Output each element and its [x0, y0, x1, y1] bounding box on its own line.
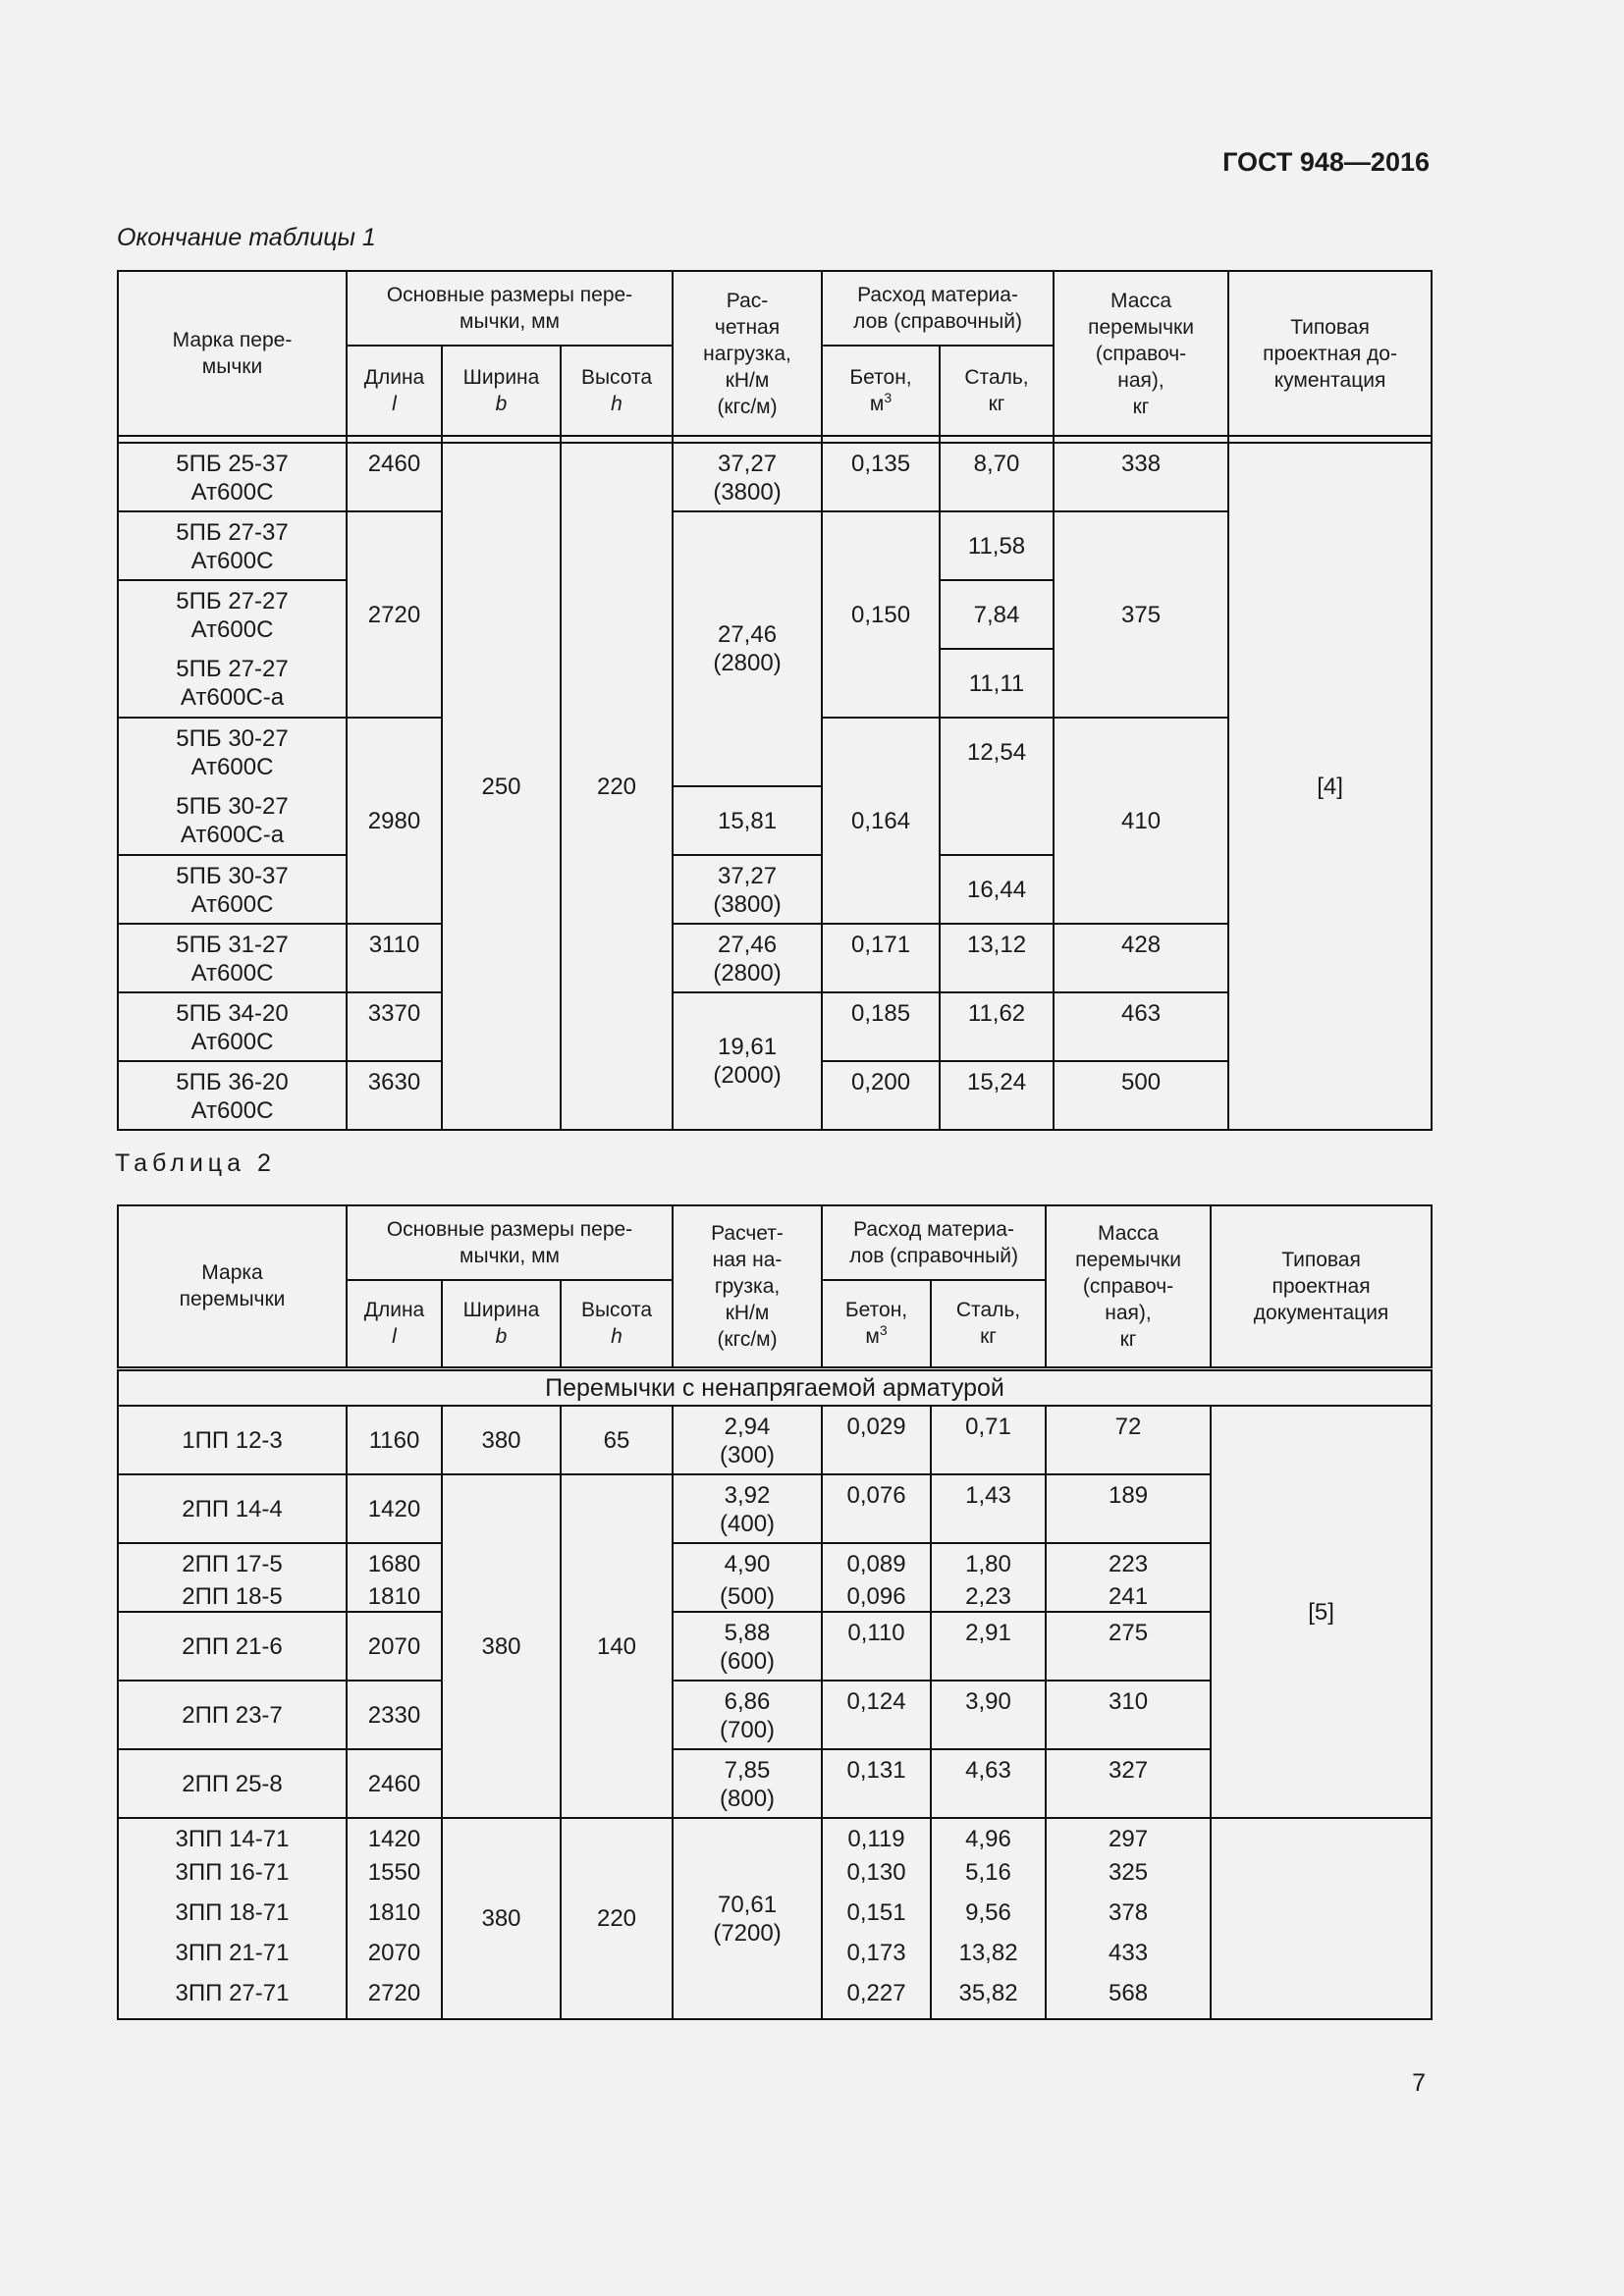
t2-load: 2,94 (300) [673, 1406, 822, 1474]
t1-steel: 12,54 [940, 718, 1054, 786]
t2-mass: 275 [1046, 1612, 1211, 1681]
t2-height: 220 [561, 1818, 673, 2019]
t2-concrete: 0,110 [822, 1612, 931, 1681]
t2-length: 1550 [347, 1858, 442, 1898]
t2-steel: 0,71 [931, 1406, 1046, 1474]
t2-length: 1680 [347, 1543, 442, 1582]
t2-concrete: 0,089 [822, 1543, 931, 1582]
t2-steel: 2,23 [931, 1582, 1046, 1612]
t1-mass: 375 [1054, 511, 1228, 718]
t1-header-materials: Расход материа- лов (справочный) [822, 271, 1054, 346]
t2-header-mass: Масса перемычки (справоч- ная), кг [1046, 1205, 1211, 1368]
t1-header-docs: Типовая проектная до- кументация [1228, 271, 1432, 436]
t2-load: (500) [673, 1582, 822, 1612]
t2-length: 2330 [347, 1681, 442, 1749]
t2-mass: 297 [1046, 1818, 1211, 1858]
t2-mark: 2ПП 14-4 [118, 1474, 347, 1543]
t2-mark: 3ПП 14-71 [118, 1818, 347, 1858]
t2-steel: 35,82 [931, 1979, 1046, 2019]
t1-steel: 8,70 [940, 443, 1054, 511]
t2-load: 3,92 (400) [673, 1474, 822, 1543]
t1-length: 2720 [347, 511, 442, 718]
t2-steel: 3,90 [931, 1681, 1046, 1749]
t2-length: 1420 [347, 1818, 442, 1858]
t2-load: 5,88 (600) [673, 1612, 822, 1681]
t2-concrete: 0,076 [822, 1474, 931, 1543]
t1-load: 37,27 (3800) [673, 443, 822, 511]
t1-concrete: 0,164 [822, 718, 940, 924]
t2-header-dims: Основные размеры пере- мычки, мм [347, 1205, 673, 1280]
t2-header-width: Ширина b [442, 1280, 561, 1368]
t2-header-mark: Марка перемычки [118, 1205, 347, 1368]
t2-length: 1420 [347, 1474, 442, 1543]
t1-mark: 5ПБ 27-27 Ат600С [118, 580, 347, 649]
t1-header-load: Рас- четная нагрузка, кН/м (кгс/м) [673, 271, 822, 436]
t2-concrete: 0,130 [822, 1858, 931, 1898]
t1-length: 3370 [347, 992, 442, 1061]
t1-mark: 5ПБ 30-27 Ат600С-а [118, 786, 347, 855]
t2-mass: 378 [1046, 1898, 1211, 1939]
t1-height: 220 [561, 443, 673, 1130]
t2-mass: 189 [1046, 1474, 1211, 1543]
t2-steel: 5,16 [931, 1858, 1046, 1898]
table2-caption: Таблица 2 [115, 1149, 276, 1177]
t2-mass: 223 [1046, 1543, 1211, 1582]
t2-mark: 1ПП 12-3 [118, 1406, 347, 1474]
t2-steel: 13,82 [931, 1939, 1046, 1979]
t2-docs: [5] [1211, 1406, 1432, 1818]
t2-steel: 2,91 [931, 1612, 1046, 1681]
t1-steel: 11,11 [940, 649, 1054, 718]
t1-mass: 500 [1054, 1061, 1228, 1130]
t2-header-concrete: Бетон, $м^3$ [822, 1280, 931, 1368]
t2-header-docs: Типовая проектная документация [1211, 1205, 1432, 1368]
t1-header-dims: Основные размеры пере- мычки, мм [347, 271, 673, 346]
t2-length: 1810 [347, 1582, 442, 1612]
t1-mass: 428 [1054, 924, 1228, 992]
t1-mark: 5ПБ 25-37 Ат600С [118, 443, 347, 511]
t2-mass: 327 [1046, 1749, 1211, 1818]
t1-mark: 5ПБ 36-20 Ат600С [118, 1061, 347, 1130]
t1-header-mass: Масса перемычки (справоч- ная), кг [1054, 271, 1228, 436]
t2-steel: 1,43 [931, 1474, 1046, 1543]
t2-concrete: 0,119 [822, 1818, 931, 1858]
t2-mark: 3ПП 18-71 [118, 1898, 347, 1939]
t2-mass: 310 [1046, 1681, 1211, 1749]
t2-concrete: 0,096 [822, 1582, 931, 1612]
t1-steel: 16,44 [940, 855, 1054, 924]
t1-mass: 338 [1054, 443, 1228, 511]
t2-width: 380 [442, 1474, 561, 1818]
t1-header-mark: Марка пере- мычки [118, 271, 347, 436]
t1-header-height: Высота h [561, 346, 673, 436]
t2-mark: 2ПП 18-5 [118, 1582, 347, 1612]
t2-length: 2460 [347, 1749, 442, 1818]
t2-header-load: Расчет- ная на- грузка, кН/м (кгс/м) [673, 1205, 822, 1368]
t1-load: 37,27 (3800) [673, 855, 822, 924]
t1-mark: 5ПБ 30-37 Ат600С [118, 855, 347, 924]
t1-length: 2980 [347, 718, 442, 924]
t2-mark: 3ПП 21-71 [118, 1939, 347, 1979]
t2-mark: 3ПП 16-71 [118, 1858, 347, 1898]
t2-mark: 2ПП 21-6 [118, 1612, 347, 1681]
t1-concrete: 0,185 [822, 992, 940, 1061]
t1-mark: 5ПБ 27-37 Ат600С [118, 511, 347, 580]
t1-mass: 410 [1054, 718, 1228, 924]
t2-concrete: 0,151 [822, 1898, 931, 1939]
t2-mark: 3ПП 27-71 [118, 1979, 347, 2019]
t2-width: 380 [442, 1406, 561, 1474]
t2-docs-continued [1211, 1818, 1432, 2019]
t2-load: 4,90 [673, 1543, 822, 1582]
t2-mass: 433 [1046, 1939, 1211, 1979]
t1-length: 2460 [347, 443, 442, 511]
t1-mark: 5ПБ 27-27 Ат600С-а [118, 649, 347, 718]
t2-mass: 72 [1046, 1406, 1211, 1474]
t1-load: 19,61 (2000) [673, 992, 822, 1130]
t1-steel: 11,62 [940, 992, 1054, 1061]
t2-mark: 2ПП 23-7 [118, 1681, 347, 1749]
t1-header-concrete: Бетон, $м^3$ [822, 346, 940, 436]
t2-concrete: 0,227 [822, 1979, 931, 2019]
t2-length: 1810 [347, 1898, 442, 1939]
table2 [117, 1204, 1433, 2020]
t1-docs: [4] [1228, 443, 1432, 1130]
t1-length: 3110 [347, 924, 442, 992]
t2-length: 1160 [347, 1406, 442, 1474]
t2-header-height: Высота h [561, 1280, 673, 1368]
t1-header-length: Длина l [347, 346, 442, 436]
t2-steel: 4,96 [931, 1818, 1046, 1858]
t1-length: 3630 [347, 1061, 442, 1130]
t2-mark: 2ПП 25-8 [118, 1749, 347, 1818]
t2-load: 6,86 (700) [673, 1681, 822, 1749]
t2-steel: 9,56 [931, 1898, 1046, 1939]
t2-concrete: 0,173 [822, 1939, 931, 1979]
t1-steel: 11,58 [940, 511, 1054, 580]
t1-mark: 5ПБ 30-27 Ат600С [118, 718, 347, 786]
t1-width: 250 [442, 443, 561, 1130]
t1-concrete: 0,150 [822, 511, 940, 718]
t2-steel: 4,63 [931, 1749, 1046, 1818]
t1-load: 27,46 (2800) [673, 924, 822, 992]
t2-load: 70,61 (7200) [673, 1818, 822, 2019]
t2-mass: 325 [1046, 1858, 1211, 1898]
t1-mass: 463 [1054, 992, 1228, 1061]
t1-mark: 5ПБ 31-27 Ат600С [118, 924, 347, 992]
t2-header-materials: Расход материа- лов (справочный) [822, 1205, 1046, 1280]
t1-steel: 15,81 [673, 786, 822, 855]
t1-steel: 15,24 [940, 1061, 1054, 1130]
document-standard-header: ГОСТ 948—2016 [1222, 147, 1430, 177]
t1-header-steel: Сталь, кг [940, 346, 1054, 436]
t1-steel: 7,84 [940, 580, 1054, 649]
t2-section-title: Перемычки с ненапрягаемой арматурой [118, 1368, 1432, 1406]
t2-header-length: Длина l [347, 1280, 442, 1368]
t2-length: 2720 [347, 1979, 442, 2019]
t2-steel: 1,80 [931, 1543, 1046, 1582]
t1-concrete: 0,135 [822, 443, 940, 511]
t2-mass: 241 [1046, 1582, 1211, 1612]
t1-header-width: Ширина b [442, 346, 561, 436]
t2-header-steel: Сталь, кг [931, 1280, 1046, 1368]
t2-length: 2070 [347, 1939, 442, 1979]
t1-steel: 13,12 [940, 924, 1054, 992]
t2-load: 7,85 (800) [673, 1749, 822, 1818]
t1-concrete: 0,171 [822, 924, 940, 992]
t2-height: 140 [561, 1474, 673, 1818]
table1-caption: Окончание таблицы 1 [117, 224, 376, 251]
page-number: 7 [1412, 2069, 1426, 2097]
t2-concrete: 0,029 [822, 1406, 931, 1474]
t2-width: 380 [442, 1818, 561, 2019]
t1-mark: 5ПБ 34-20 Ат600С [118, 992, 347, 1061]
t2-height: 65 [561, 1406, 673, 1474]
t2-mass: 568 [1046, 1979, 1211, 2019]
t2-concrete: 0,131 [822, 1749, 931, 1818]
t2-length: 2070 [347, 1612, 442, 1681]
t2-concrete: 0,124 [822, 1681, 931, 1749]
t1-load: 27,46 (2800) [673, 511, 822, 786]
table1 [117, 270, 1433, 1131]
t1-concrete: 0,200 [822, 1061, 940, 1130]
t2-mark: 2ПП 17-5 [118, 1543, 347, 1582]
